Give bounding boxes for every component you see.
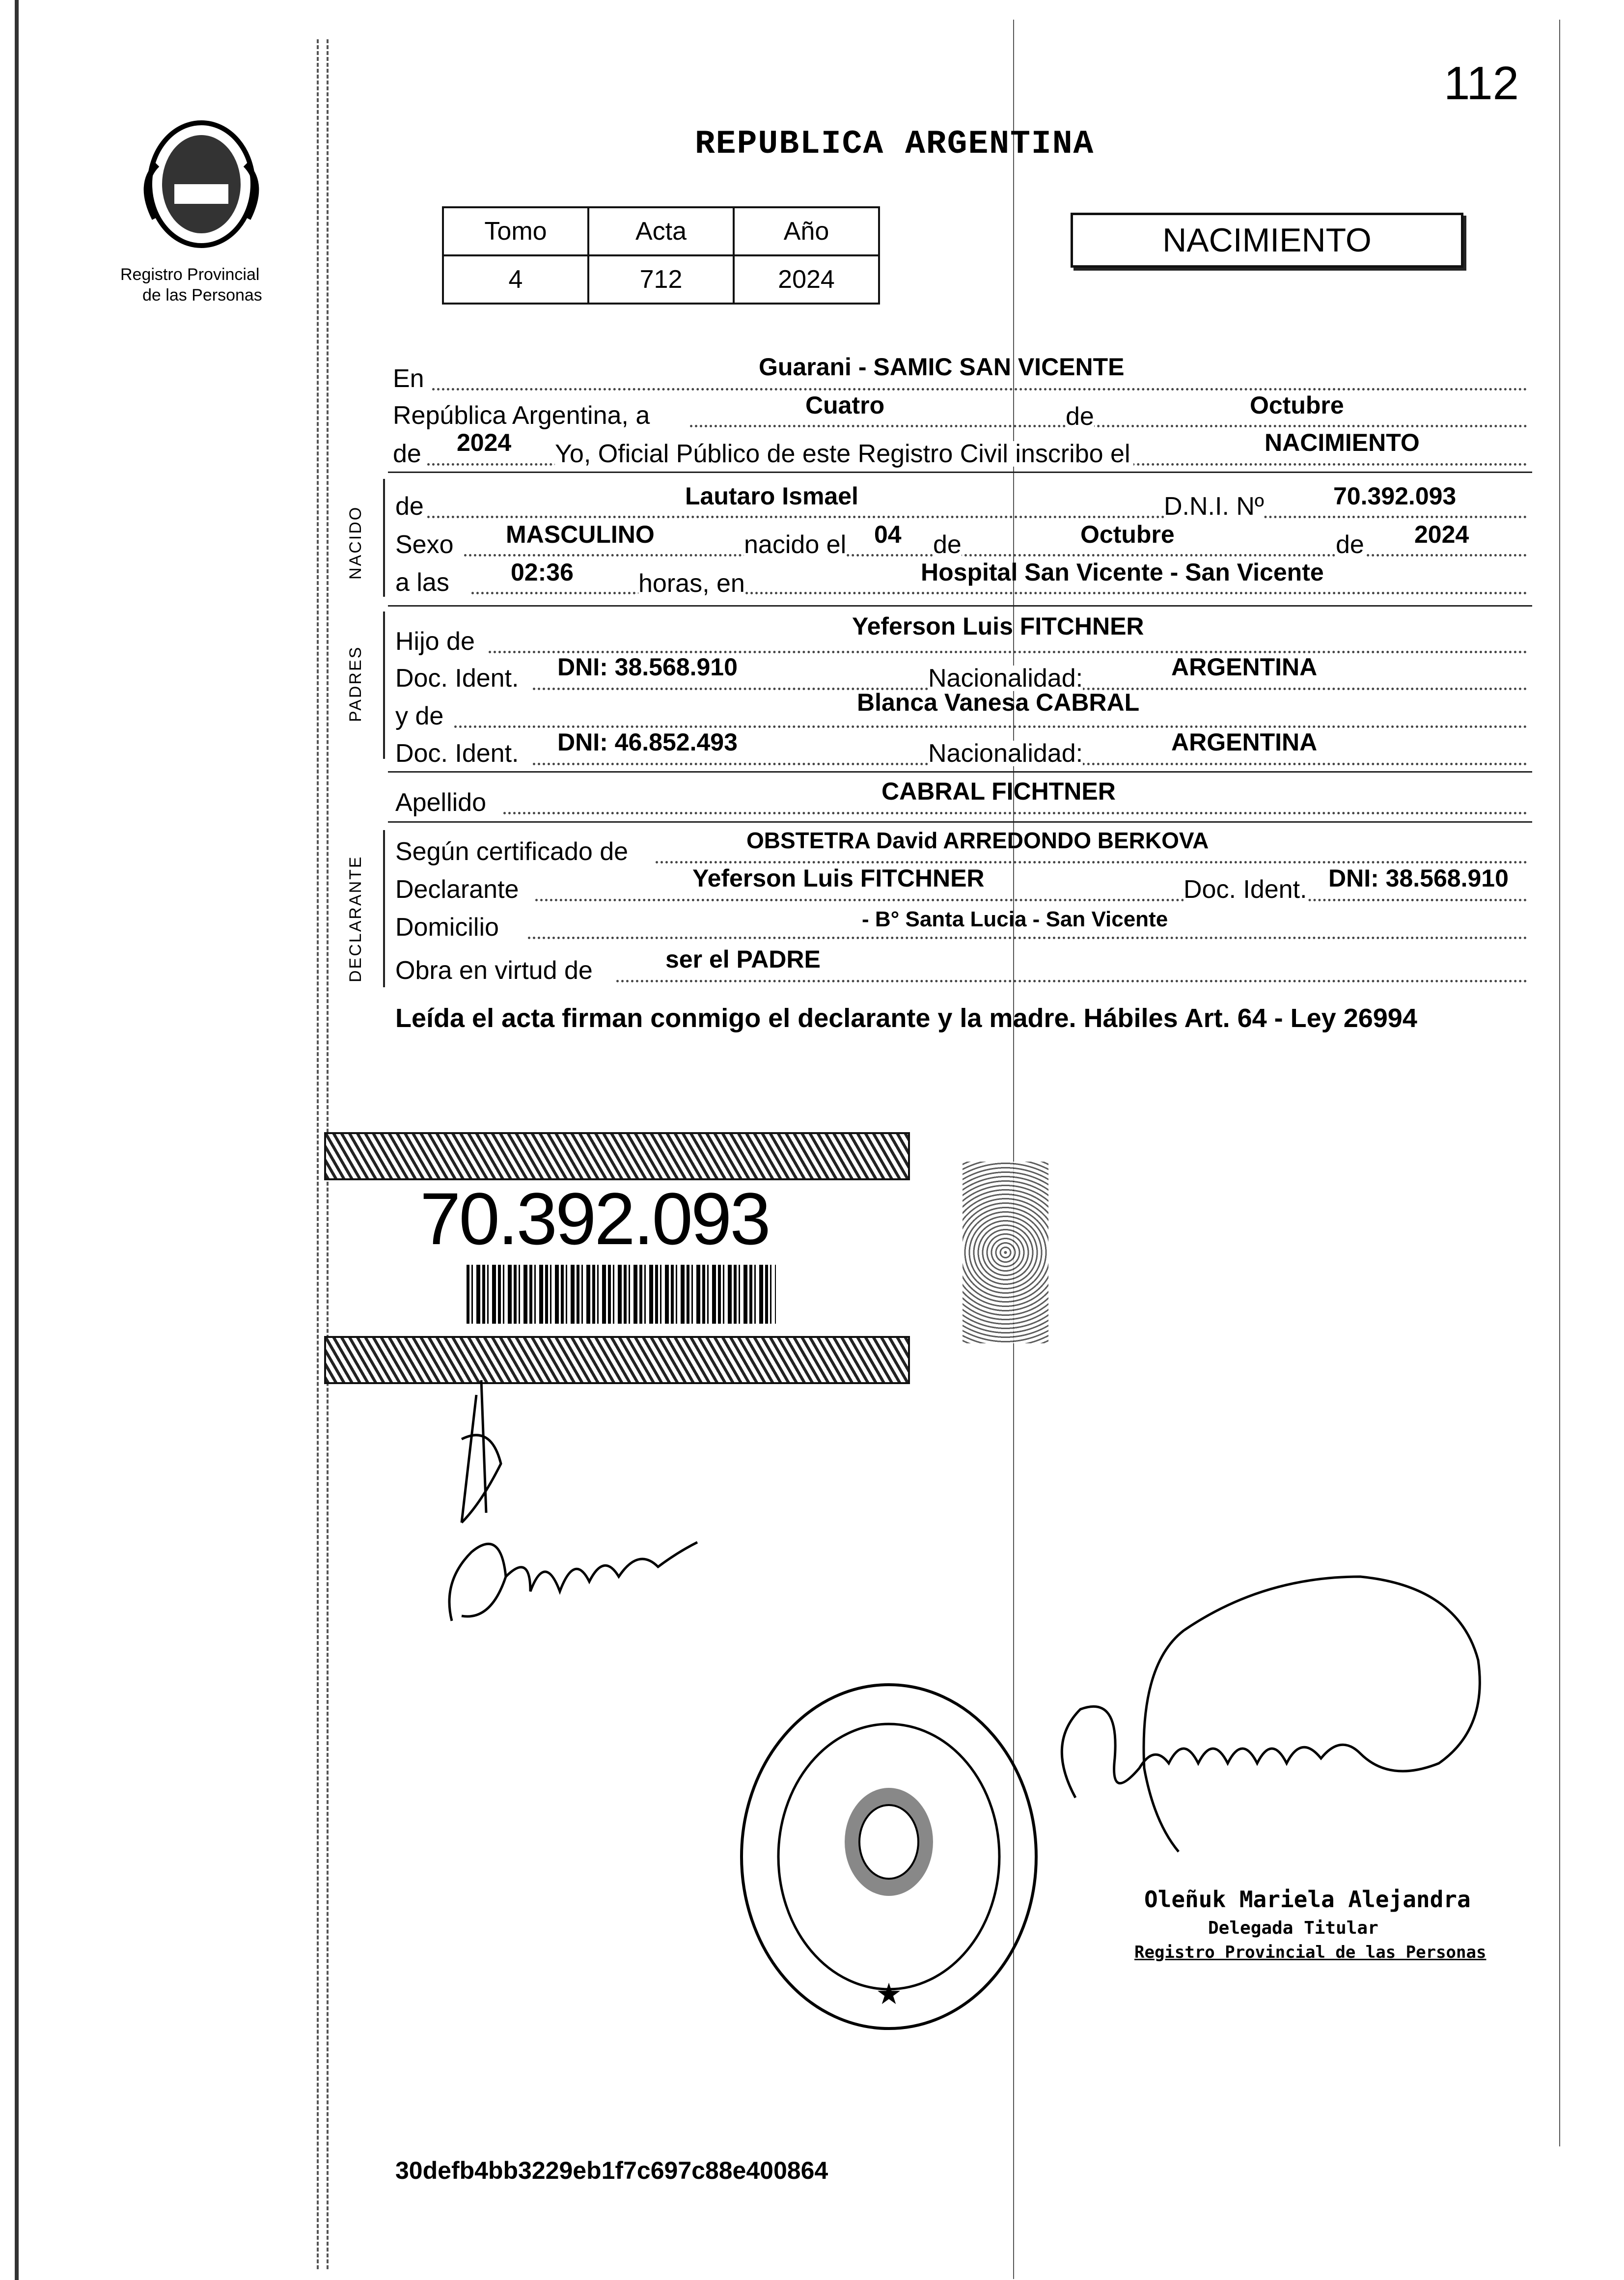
- en-value: Guarani - SAMIC SAN VICENTE: [759, 353, 1125, 381]
- nacido-name: Lautaro Ismael: [685, 482, 858, 510]
- left-perforation-1: [317, 39, 319, 2269]
- barcode-number: 70.392.093: [420, 1177, 769, 1260]
- mother-nat-label: Nacionalidad:: [928, 739, 1083, 768]
- father-nat: ARGENTINA: [1171, 653, 1318, 681]
- year-value: 2024: [457, 429, 512, 456]
- logo-caption-line1: Registro Provincial: [120, 265, 260, 284]
- declarante-doc: DNI: 38.568.910: [1328, 864, 1509, 892]
- name-dots: [427, 516, 1527, 518]
- tomo-header: Tomo: [443, 207, 588, 255]
- obra-value: ser el PADRE: [665, 945, 821, 973]
- domicilio-value: - B° Santa Lucia - San Vicente: [862, 907, 1168, 931]
- sexo-label: Sexo: [395, 530, 454, 559]
- declarante-value: Yeferson Luis FITCHNER: [692, 864, 985, 892]
- barcode: [467, 1265, 776, 1324]
- alas-label: a las: [395, 568, 449, 597]
- mother-doc: DNI: 46.852.493: [557, 728, 738, 756]
- obra-dots: [616, 980, 1527, 982]
- declarante-bracket: [383, 830, 385, 987]
- apellido-dots: [503, 812, 1527, 814]
- reference-table: [442, 206, 880, 305]
- tomo-value: 4: [443, 255, 588, 304]
- birth-day: 04: [874, 521, 902, 548]
- dni-value: 70.392.093: [1333, 482, 1457, 510]
- security-pattern-top: [324, 1132, 910, 1180]
- cert-label: Según certificado de: [395, 837, 629, 866]
- en-label: En: [393, 364, 424, 393]
- mother-dots: [454, 725, 1527, 728]
- record-type-box: [1071, 213, 1463, 268]
- registry-stamp: [737, 1680, 1041, 2033]
- anio-header: Año: [734, 207, 879, 255]
- nacido-section-label: NACIDO: [346, 505, 365, 580]
- divider-1: [388, 472, 1532, 473]
- divider-4: [388, 821, 1532, 823]
- mother-nat: ARGENTINA: [1171, 728, 1318, 756]
- cert-dots: [656, 861, 1527, 863]
- apellido-value: CABRAL FICHTNER: [881, 778, 1116, 805]
- de-label-2: de: [393, 440, 421, 468]
- republica-label: República Argentina, a: [393, 401, 650, 430]
- father-doc-label: Doc. Ident.: [395, 664, 519, 693]
- hijo-de-label: Hijo de: [395, 627, 475, 656]
- birth-place: Hospital San Vicente - San Vicente: [921, 558, 1324, 586]
- nacido-el-label: nacido el: [744, 530, 847, 559]
- declarant-signature: [432, 1365, 707, 1640]
- yde-label: y de: [395, 702, 444, 730]
- birth-de-label-1: de: [933, 530, 962, 559]
- padres-bracket: [383, 612, 385, 759]
- divider-3: [388, 771, 1532, 773]
- time-value: 02:36: [511, 558, 574, 586]
- de-label-1: de: [1066, 402, 1094, 431]
- right-edge-line: [1559, 20, 1560, 2146]
- en-dots: [432, 388, 1527, 390]
- obra-label: Obra en virtud de: [395, 956, 593, 985]
- record-type: NACIMIENTO: [1162, 222, 1372, 259]
- day-value: Cuatro: [805, 391, 885, 419]
- official-office: Registro Provincial de las Personas: [1134, 1943, 1486, 1962]
- mother-doc-label: Doc. Ident.: [395, 739, 519, 768]
- domicilio-dots: [528, 937, 1527, 939]
- father-name: Yeferson Luis FITCHNER: [852, 612, 1144, 640]
- official-title: Delegada Titular: [1208, 1918, 1378, 1938]
- official-name: Oleñuk Mariela Alejandra: [1144, 1886, 1471, 1913]
- republica-dots: [690, 425, 1527, 427]
- dni-label: D.N.I. Nº: [1164, 492, 1264, 521]
- acta-value: 712: [588, 255, 734, 304]
- acta-header: Acta: [588, 207, 734, 255]
- month-value: Octubre: [1250, 391, 1344, 419]
- inscribo-value: NACIMIENTO: [1265, 429, 1420, 456]
- declarante-label: Declarante: [395, 875, 519, 904]
- father-nat-label: Nacionalidad:: [928, 664, 1083, 693]
- time-dots: [471, 592, 1527, 594]
- mother-name: Blanca Vanesa CABRAL: [857, 689, 1140, 716]
- provincial-logo: [128, 111, 275, 258]
- declarante-dots: [535, 899, 1527, 901]
- svg-text:★: ★: [876, 1977, 902, 2011]
- left-binding-line: [15, 0, 19, 2280]
- birth-year: 2024: [1414, 521, 1469, 548]
- sexo-dots: [464, 554, 1527, 556]
- cert-value: OBSTETRA David ARREDONDO BERKOVA: [746, 828, 1209, 853]
- declarante-doc-label: Doc. Ident.: [1184, 875, 1307, 904]
- horas-label: horas, en: [638, 569, 745, 598]
- nacido-bracket: [383, 479, 385, 597]
- declarante-section-label: DECLARANTE: [346, 855, 365, 982]
- official-signature: [1017, 1547, 1532, 1891]
- sexo-value: MASCULINO: [506, 521, 655, 548]
- document-hash: 30defb4bb3229eb1f7c697c88e400864: [395, 2157, 828, 2184]
- closing-statement: Leída el acta firman conmigo el declarante y la madre. Hábiles Art. 64 - Ley 26994: [395, 1003, 1417, 1033]
- nacido-de-label: de: [395, 492, 424, 521]
- page-number: 112: [1444, 57, 1519, 110]
- apellido-label: Apellido: [395, 788, 487, 817]
- divider-2: [388, 605, 1532, 607]
- inscribo-label: Yo, Oficial Público de este Registro Civil inscribo el: [555, 441, 1133, 467]
- security-hologram: [963, 1162, 1048, 1343]
- anio-value: 2024: [734, 255, 879, 304]
- birth-de-label-2: de: [1336, 530, 1364, 559]
- birth-month: Octubre: [1080, 521, 1175, 548]
- padres-section-label: PADRES: [346, 645, 365, 722]
- country-title: REPUBLICA ARGENTINA: [695, 125, 1095, 163]
- logo-caption-line2: de las Personas: [142, 286, 262, 305]
- domicilio-label: Domicilio: [395, 913, 499, 942]
- father-doc: DNI: 38.568.910: [557, 653, 738, 681]
